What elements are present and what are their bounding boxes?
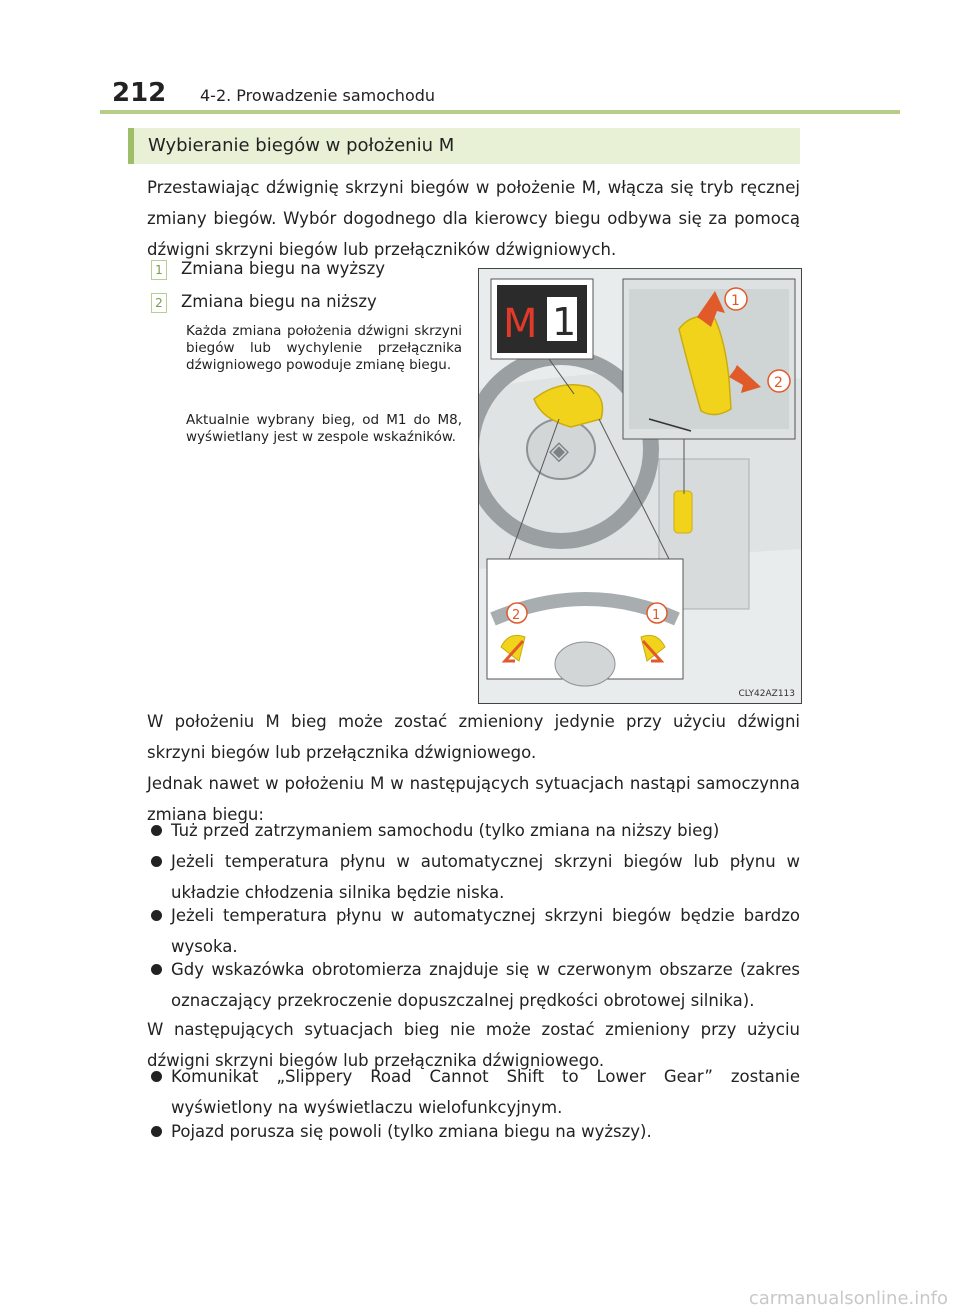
svg-text:◈: ◈ — [549, 436, 569, 466]
bullet-icon — [151, 825, 162, 836]
chapter-title: 4-2. Prowadzenie samochodu — [200, 86, 436, 105]
list-item-label: Zmiana biegu na niższy — [181, 292, 377, 311]
bullet-item: Tuż przed zatrzymaniem samochodu (tylko zmiana na niższy bieg) — [151, 815, 800, 846]
svg-text:1: 1 — [731, 293, 740, 309]
bullet-item: Jeżeli temperatura płynu w automatycznej skrzyni biegów lub płynu w układzie chłodzenia silnika będzie niska. — [151, 846, 800, 908]
header-rule — [100, 110, 900, 114]
list-item-label: Zmiana biegu na wyższy — [181, 259, 386, 278]
figure-code: CLY42AZ113 — [738, 689, 795, 699]
gear-display-m: M — [503, 301, 538, 347]
section-header — [128, 128, 800, 164]
bullet-item: Gdy wskazówka obrotomierza znajduje się w czerwonym obszarze (zakres oznaczający przekroczenie dopuszczalnej prędkości obrotowej silnika). — [151, 954, 800, 1016]
bullet-item: Komunikat „Slippery Road Cannot Shift to Lower Gear” zostanie wyświetlony na wyświetlaczu wielofunkcyjnym. — [151, 1061, 800, 1123]
paragraph: W następujących sytuacjach bieg nie może zostać zmieniony przy użyciu dźwigni skrzyni biegów lub przełącznika dźwigniowego. — [147, 1020, 800, 1070]
callout-number: 2 — [151, 293, 167, 313]
note: Aktualnie wybrany bieg, od M1 do M8, wyświetlany jest w zespole wskaźników. — [186, 412, 462, 445]
paragraph: Jednak nawet w położeniu M w następujących sytuacjach nastąpi samoczynna zmiana biegu: — [147, 774, 800, 824]
svg-text:2: 2 — [774, 375, 783, 391]
figure-illustration — [479, 269, 801, 703]
note: Każda zmiana położenia dźwigni skrzyni biegów lub wychylenie przełącznika dźwigniowego powoduje zmianę biegu. — [186, 323, 462, 373]
bullet-icon — [151, 964, 162, 975]
gear-display-digit: 1 — [552, 300, 577, 344]
bullet-icon — [151, 910, 162, 921]
section-title: Wybieranie biegów w położeniu M — [148, 135, 455, 156]
intro-paragraph: Przestawiając dźwignię skrzyni biegów w położenie M, włącza się tryb ręcznej zmiany biegów. Wybór dogodnego dla kierowcy biegu odbywa się za pomocą dźwigni skrzyni biegów lub przełączników dźwigniowych. — [147, 178, 800, 259]
bullet-icon — [151, 1126, 162, 1137]
list-item — [151, 292, 377, 313]
watermark: carmanualsonline.info — [748, 1288, 948, 1309]
list-item — [151, 259, 385, 280]
figure — [478, 268, 802, 704]
svg-text:1: 1 — [652, 608, 661, 623]
bullet-item: Pojazd porusza się powoli (tylko zmiana biegu na wyższy). — [151, 1116, 800, 1147]
bullet-icon — [151, 1071, 162, 1082]
svg-text:2: 2 — [512, 608, 521, 623]
callout-number: 1 — [151, 260, 167, 280]
bullet-item: Jeżeli temperatura płynu w automatycznej skrzyni biegów będzie bardzo wysoka. — [151, 900, 800, 962]
paragraph: W położeniu M bieg może zostać zmieniony jedynie przy użyciu dźwigni skrzyni biegów lub przełącznika dźwigniowego. — [147, 712, 800, 762]
bullet-icon — [151, 856, 162, 867]
page-number: 212 — [112, 78, 167, 108]
